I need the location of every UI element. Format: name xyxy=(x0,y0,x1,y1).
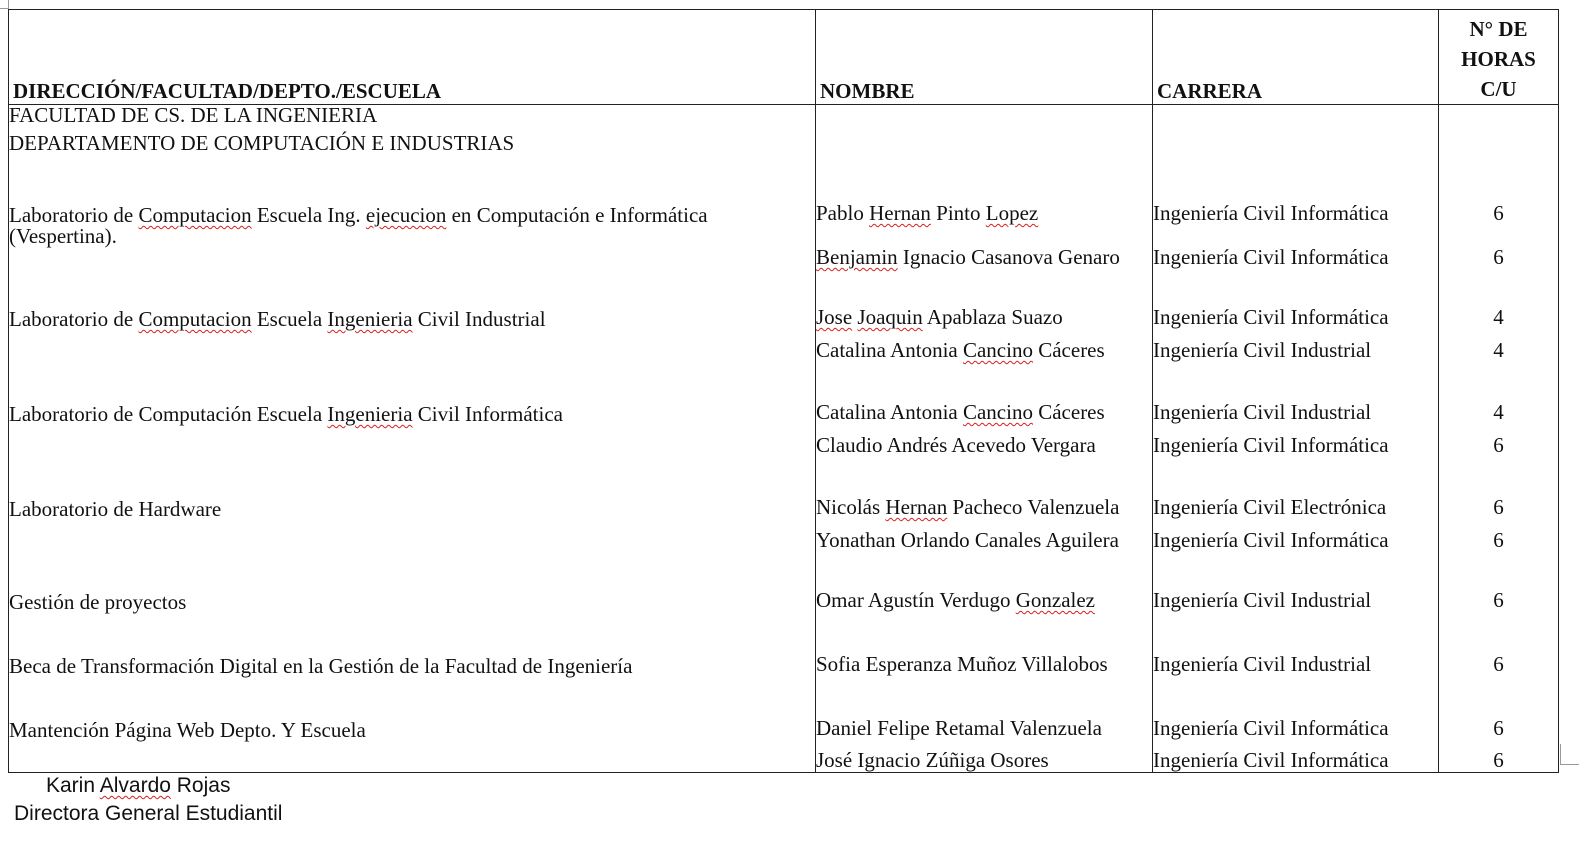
signature-block xyxy=(14,772,282,828)
hours-value[interactable]: 6 xyxy=(1439,696,1559,750)
hours-value[interactable]: 6 xyxy=(1439,435,1559,475)
student-name[interactable]: Catalina Antonia Cancino Cáceres xyxy=(816,380,1153,435)
empty-cell[interactable] xyxy=(9,340,816,380)
faculty-row xyxy=(9,105,1559,134)
unit-label-cell[interactable] xyxy=(9,287,816,340)
table-row xyxy=(9,340,1559,380)
student-name[interactable]: Daniel Felipe Retamal Valenzuela xyxy=(816,696,1153,750)
department-title[interactable]: DEPARTAMENTO DE COMPUTACIÓN E INDUSTRIAS xyxy=(9,133,816,173)
career[interactable]: Ingeniería Civil Informática xyxy=(1153,530,1439,570)
unit-label-cell[interactable] xyxy=(9,380,816,435)
table-row xyxy=(9,696,1559,750)
hours-value[interactable]: 6 xyxy=(1439,530,1559,570)
page-corner-mark xyxy=(0,0,9,9)
students-hours-table xyxy=(8,9,1559,773)
hours-value[interactable]: 6 xyxy=(1439,475,1559,530)
student-name[interactable]: Claudio Andrés Acevedo Vergara xyxy=(816,435,1153,475)
unit-label-cell[interactable] xyxy=(9,570,816,632)
spellcheck-flagged-word: Gonzalez xyxy=(1015,588,1096,612)
table-row xyxy=(9,570,1559,632)
empty-cell[interactable] xyxy=(9,247,816,287)
unit-label: Beca de Transformación Digital en la Gestión de la Facultad de Ingeniería xyxy=(9,654,633,678)
career[interactable]: Ingeniería Civil Informática xyxy=(1153,750,1439,773)
unit-label: Laboratorio de Hardware xyxy=(9,497,222,521)
hours-value[interactable]: 6 xyxy=(1439,247,1559,287)
header-career[interactable]: CARRERA xyxy=(1153,10,1439,105)
unit-label-cell[interactable] xyxy=(9,696,816,750)
hours-value[interactable]: 4 xyxy=(1439,340,1559,380)
spellcheck-flagged-word: Lopez xyxy=(985,201,1039,225)
spellcheck-flagged-word: Joaquin xyxy=(857,305,923,329)
spellcheck-flagged-word: Ingenieria xyxy=(327,307,413,331)
spellcheck-flagged-word: Computacion xyxy=(138,203,252,227)
spellcheck-flagged-word: Benjamin xyxy=(816,245,898,269)
spellcheck-flagged-word: Alvardo xyxy=(99,774,171,797)
unit-label-cell[interactable] xyxy=(9,173,816,247)
header-hours-line3: C/U xyxy=(1480,77,1517,101)
table-row xyxy=(9,247,1559,287)
student-name[interactable]: Omar Agustín Verdugo Gonzalez xyxy=(816,570,1153,632)
table-row xyxy=(9,173,1559,247)
career[interactable]: Ingeniería Civil Informática xyxy=(1153,287,1439,340)
table-row xyxy=(9,750,1559,773)
header-hours[interactable] xyxy=(1439,10,1559,105)
empty-cell[interactable] xyxy=(1439,105,1559,134)
spellcheck-flagged-word: Ingenieria xyxy=(327,402,413,426)
career[interactable]: Ingeniería Civil Electrónica xyxy=(1153,475,1439,530)
empty-cell[interactable] xyxy=(816,105,1153,134)
student-name[interactable]: Nicolás Hernan Pacheco Valenzuela xyxy=(816,475,1153,530)
table-body xyxy=(9,105,1559,773)
unit-label: Laboratorio de Computacion Escuela Ing. ejecucion en Computación e Informática (Vespertina). xyxy=(9,203,708,248)
spellcheck-flagged-word: ejecucion xyxy=(365,203,447,227)
hours-value[interactable]: 4 xyxy=(1439,287,1559,340)
career[interactable]: Ingeniería Civil Informática xyxy=(1153,435,1439,475)
header-row xyxy=(9,10,1559,105)
unit-label: Mantención Página Web Depto. Y Escuela xyxy=(9,718,366,742)
student-name[interactable]: Pablo Hernan Pinto Lopez xyxy=(816,173,1153,247)
student-name[interactable]: Sofia Esperanza Muñoz Villalobos xyxy=(816,632,1153,696)
career[interactable]: Ingeniería Civil Industrial xyxy=(1153,632,1439,696)
empty-cell[interactable] xyxy=(816,133,1153,173)
unit-label-cell[interactable] xyxy=(9,632,816,696)
table-row xyxy=(9,530,1559,570)
career[interactable]: Ingeniería Civil Informática xyxy=(1153,173,1439,247)
student-name[interactable]: Yonathan Orlando Canales Aguilera xyxy=(816,530,1153,570)
header-name[interactable]: NOMBRE xyxy=(816,10,1153,105)
unit-label: Laboratorio de Computacion Escuela Ingenieria Civil Industrial xyxy=(9,307,546,331)
spellcheck-flagged-word: Jose xyxy=(816,305,853,329)
career[interactable]: Ingeniería Civil Informática xyxy=(1153,247,1439,287)
spellcheck-flagged-word: Computacion xyxy=(138,307,252,331)
unit-label: Gestión de proyectos xyxy=(9,590,187,614)
career[interactable]: Ingeniería Civil Industrial xyxy=(1153,380,1439,435)
hours-value[interactable]: 6 xyxy=(1439,632,1559,696)
hours-value[interactable]: 6 xyxy=(1439,173,1559,247)
student-name[interactable]: Jose Joaquin Apablaza Suazo xyxy=(816,287,1153,340)
table-row xyxy=(9,475,1559,530)
hours-value[interactable]: 6 xyxy=(1439,750,1559,773)
signature-name[interactable]: Karin Alvardo Rojas xyxy=(46,774,231,797)
unit-label-cell[interactable] xyxy=(9,475,816,530)
empty-cell[interactable] xyxy=(1153,105,1439,134)
hours-value[interactable]: 4 xyxy=(1439,380,1559,435)
header-hours-line1: N° DE xyxy=(1469,17,1528,41)
career[interactable]: Ingeniería Civil Industrial xyxy=(1153,340,1439,380)
empty-cell[interactable] xyxy=(1153,133,1439,173)
spellcheck-flagged-word: Hernan xyxy=(885,495,948,519)
table-row xyxy=(9,287,1559,340)
career[interactable]: Ingeniería Civil Informática xyxy=(1153,696,1439,750)
student-name[interactable]: José Ignacio Zúñiga Osores xyxy=(816,750,1153,773)
career[interactable]: Ingeniería Civil Industrial xyxy=(1153,570,1439,632)
spellcheck-flagged-word: Cancino xyxy=(962,338,1033,362)
header-unit[interactable]: DIRECCIÓN/FACULTAD/DEPTO./ESCUELA xyxy=(9,10,816,105)
spellcheck-flagged-word: Cancino xyxy=(962,400,1033,424)
signature-title[interactable]: Directora General Estudiantil xyxy=(14,802,283,825)
table-resize-handle[interactable] xyxy=(1560,744,1579,765)
header-hours-line2: HORAS xyxy=(1461,47,1536,71)
student-name[interactable]: Benjamin Ignacio Casanova Genaro xyxy=(816,247,1153,287)
table-row xyxy=(9,380,1559,435)
faculty-title[interactable]: FACULTAD DE CS. DE LA INGENIERIA xyxy=(9,105,816,134)
table-row xyxy=(9,435,1559,475)
table-row xyxy=(9,632,1559,696)
empty-cell[interactable] xyxy=(9,750,816,773)
student-name[interactable]: Catalina Antonia Cancino Cáceres xyxy=(816,340,1153,380)
unit-label: Laboratorio de Computación Escuela Ingenieria Civil Informática xyxy=(9,402,563,426)
empty-cell[interactable] xyxy=(9,530,816,570)
empty-cell[interactable] xyxy=(9,435,816,475)
hours-value[interactable]: 6 xyxy=(1439,570,1559,632)
spellcheck-flagged-word: Hernan xyxy=(869,201,931,225)
department-row xyxy=(9,133,1559,173)
empty-cell[interactable] xyxy=(1439,133,1559,173)
